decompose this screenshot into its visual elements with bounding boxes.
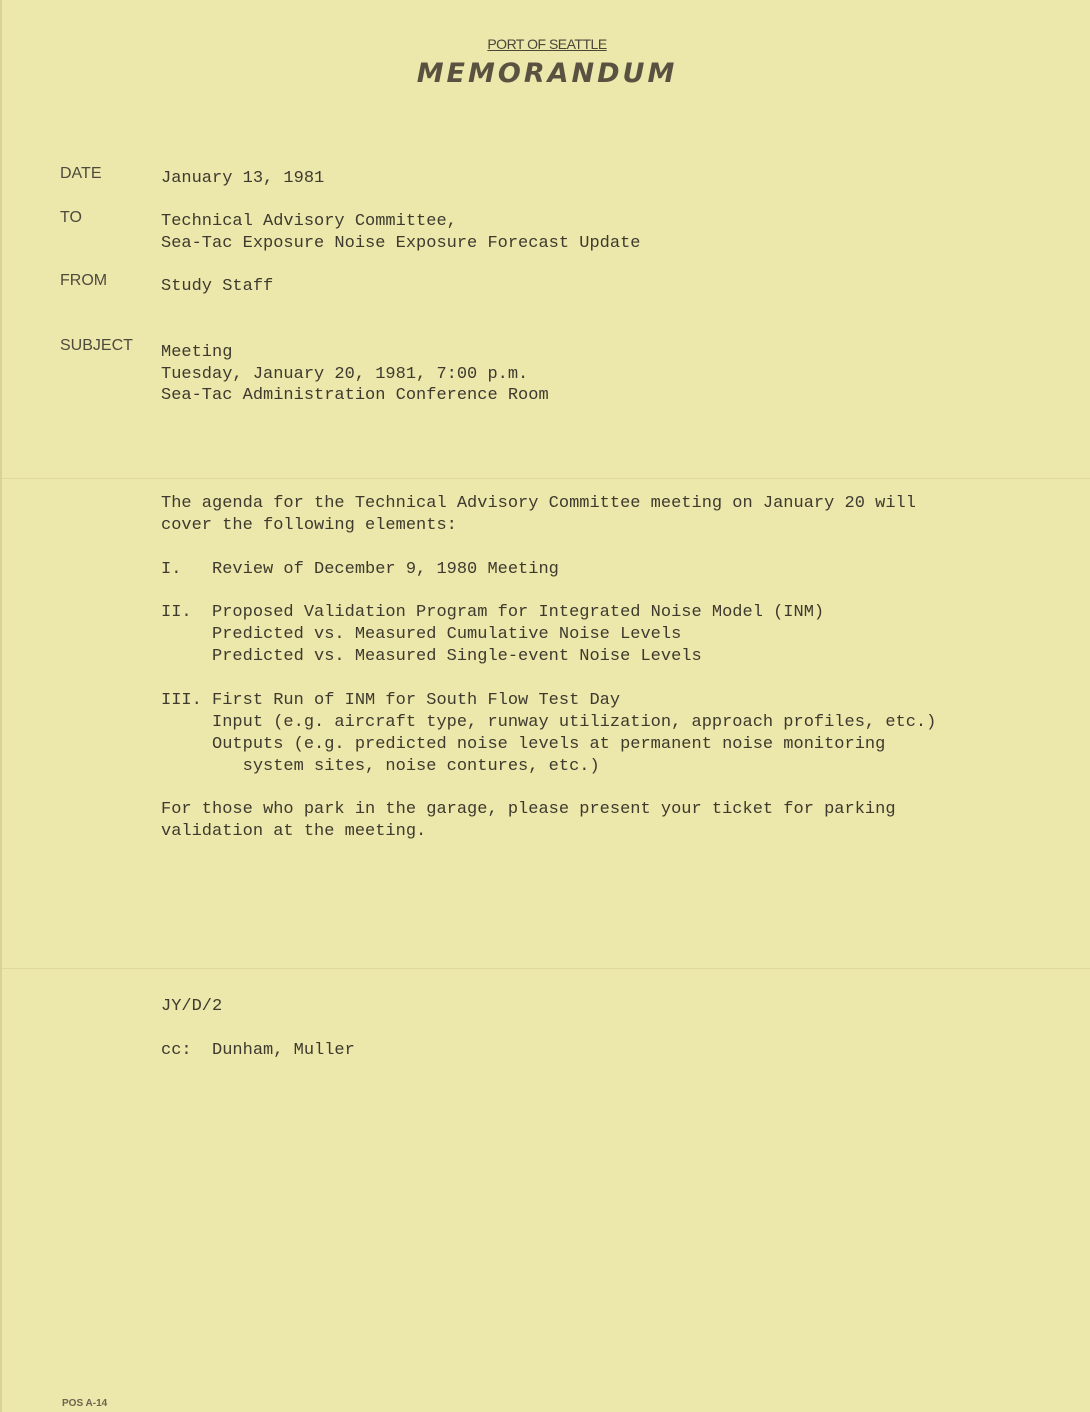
subject-label: SUBJECT bbox=[60, 337, 133, 354]
to-line: Technical Advisory Committee, bbox=[161, 212, 457, 231]
subject-line: Sea-Tac Administration Conference Room bbox=[161, 386, 549, 405]
to-line: Sea-Tac Exposure Noise Exposure Forecast Update bbox=[161, 234, 641, 253]
agenda-item: III. First Run of INM for South Flow Test Day bbox=[161, 691, 621, 710]
date-value: January 13, 1981 bbox=[161, 169, 325, 188]
agenda-subitem: system sites, noise contures, etc.) bbox=[161, 757, 600, 776]
from-value: Study Staff bbox=[161, 277, 274, 296]
paper-fold bbox=[2, 478, 1090, 479]
agenda-subitem: Predicted vs. Measured Single-event Noise Levels bbox=[161, 647, 702, 666]
agenda-subitem: Outputs (e.g. predicted noise levels at permanent noise monitoring bbox=[161, 735, 886, 754]
to-label: TO bbox=[60, 209, 82, 226]
agenda-subitem: Predicted vs. Measured Cumulative Noise Levels bbox=[161, 625, 682, 644]
closing-line: For those who park in the garage, please present your ticket for parking bbox=[161, 800, 896, 819]
memo-title: MEMORANDUM bbox=[416, 58, 678, 89]
agenda-item: I. Review of December 9, 1980 Meeting bbox=[161, 560, 559, 579]
agenda-subitem: Input (e.g. aircraft type, runway utilization, approach profiles, etc.) bbox=[161, 713, 937, 732]
agenda-item: II. Proposed Validation Program for Integrated Noise Model (INM) bbox=[161, 603, 825, 622]
intro-line: cover the following elements: bbox=[161, 516, 457, 535]
subject-line: Tuesday, January 20, 1981, 7:00 p.m. bbox=[161, 365, 529, 384]
reference-code: JY/D/2 bbox=[161, 997, 223, 1016]
from-label: FROM bbox=[60, 272, 108, 289]
form-code: POS A-14 bbox=[62, 1398, 108, 1409]
date-label: DATE bbox=[60, 165, 102, 182]
paper-fold bbox=[2, 968, 1090, 969]
intro-line: The agenda for the Technical Advisory Committee meeting on January 20 will bbox=[161, 494, 916, 513]
subject-line: Meeting bbox=[161, 343, 233, 362]
organization-name: PORT OF SEATTLE bbox=[487, 36, 607, 52]
cc-list: cc: Dunham, Muller bbox=[161, 1041, 355, 1060]
closing-line: validation at the meeting. bbox=[161, 822, 427, 841]
